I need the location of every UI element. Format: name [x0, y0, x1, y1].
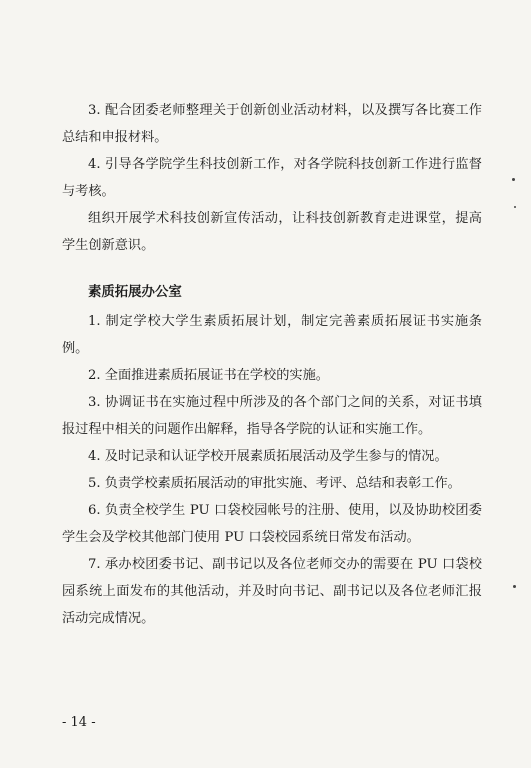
- paragraph-duty-7: 7. 承办校团委书记、副书记以及各位老师交办的需要在 PU 口袋校园系统上面发布的其他活动，并及时向书记、副书记以及各位老师汇报活动完成情况。: [62, 557, 482, 626]
- scan-speck: [512, 178, 515, 181]
- paragraph-duty-5: 5. 负责学校素质拓展活动的审批实施、考评、总结和表彰工作。: [88, 476, 461, 491]
- document-body: [62, 97, 482, 632]
- paragraph-publicity: 组织开展学术科技创新宣传活动，让科技创新教育走进课堂，提高学生创新意识。: [62, 211, 482, 253]
- scan-speck: [513, 585, 516, 588]
- section-heading: 素质拓展办公室: [88, 285, 182, 300]
- paragraph-item-4: 4. 引导各学院学生科技创新工作，对各学院科技创新工作进行监督与考核。: [62, 157, 482, 199]
- paragraph-duty-2: 2. 全面推进素质拓展证书在学校的实施。: [88, 368, 329, 383]
- paragraph-duty-4: 4. 及时记录和认证学校开展素质拓展活动及学生参与的情况。: [88, 449, 448, 464]
- page-number: - 14 -: [62, 715, 96, 730]
- paragraph-duty-3: 3. 协调证书在实施过程中所涉及的各个部门之间的关系，对证书填报过程中相关的问题作出解释，指导各学院的认证和实施工作。: [62, 395, 482, 437]
- paragraph-item-3: 3. 配合团委老师整理关于创新创业活动材料，以及撰写各比赛工作总结和申报材料。: [62, 103, 482, 145]
- paragraph-duty-1: 1. 制定学校大学生素质拓展计划，制定完善素质拓展证书实施条例。: [62, 314, 482, 356]
- scan-speck: [514, 206, 516, 208]
- paragraph-duty-6: 6. 负责全校学生 PU 口袋校园帐号的注册、使用，以及协助校团委学生会及学校其他部门使用 PU 口袋校园系统日常发布活动。: [62, 503, 482, 545]
